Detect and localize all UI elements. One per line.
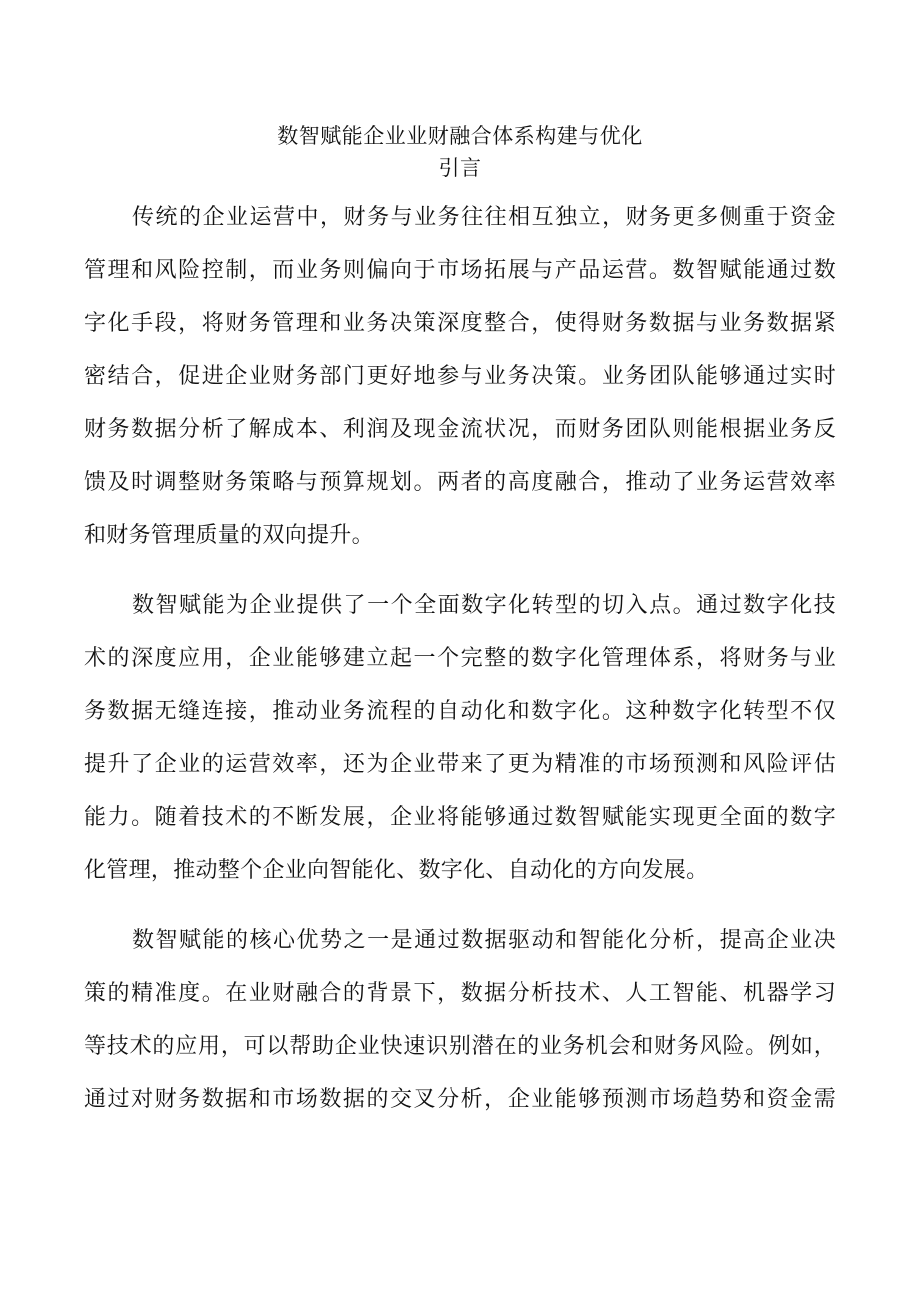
- paragraph-line: 管理和风险控制，而业务则偏向于市场拓展与产品运营。数智赋能通过数: [84, 258, 836, 283]
- section-heading: 引言: [438, 156, 482, 180]
- paragraph-line: 通过对财务数据和市场数据的交叉分析，企业能够预测市场趋势和资金需: [84, 1087, 836, 1112]
- paragraph-line: 和财务管理质量的双向提升。: [84, 523, 374, 548]
- paragraph-line: 等技术的应用，可以帮助企业快速识别潜在的业务机会和财务风险。例如，: [84, 1034, 836, 1059]
- paragraph-line: 提升了企业的运营效率，还为企业带来了更为精准的市场预测和风险评估: [84, 752, 836, 777]
- paragraph-line: 策的精准度。在业财融合的背景下，数据分析技术、人工智能、机器学习: [84, 981, 836, 1006]
- paragraph-line: 化管理，推动整个企业向智能化、数字化、自动化的方向发展。: [84, 858, 709, 883]
- paragraph-line: 能力。随着技术的不断发展，企业将能够通过数智赋能实现更全面的数字: [84, 805, 836, 830]
- paragraph-line: 数智赋能的核心优势之一是通过数据驱动和智能化分析，提高企业决: [132, 928, 836, 953]
- paragraph-line: 数智赋能为企业提供了一个全面数字化转型的切入点。通过数字化技: [132, 593, 836, 618]
- paragraph-line: 密结合，促进企业财务部门更好地参与业务决策。业务团队能够通过实时: [84, 364, 836, 389]
- paragraph-line: 馈及时调整财务策略与预算规划。两者的高度融合，推动了业务运营效率: [84, 470, 836, 495]
- paragraph-line: 术的深度应用，企业能够建立起一个完整的数字化管理体系，将财务与业: [84, 646, 836, 671]
- paragraph-line: 务数据无缝连接，推动业务流程的自动化和数字化。这种数字化转型不仅: [84, 699, 836, 724]
- paragraph-line: 财务数据分析了解成本、利润及现金流状况，而财务团队则能根据业务反: [84, 417, 836, 442]
- paragraph-line: 传统的企业运营中，财务与业务往往相互独立，财务更多侧重于资金: [132, 205, 836, 230]
- document-title: 数智赋能企业业财融合体系构建与优化: [277, 124, 643, 148]
- paragraph-line: 字化手段，将财务管理和业务决策深度整合，使得财务数据与业务数据紧: [84, 311, 836, 336]
